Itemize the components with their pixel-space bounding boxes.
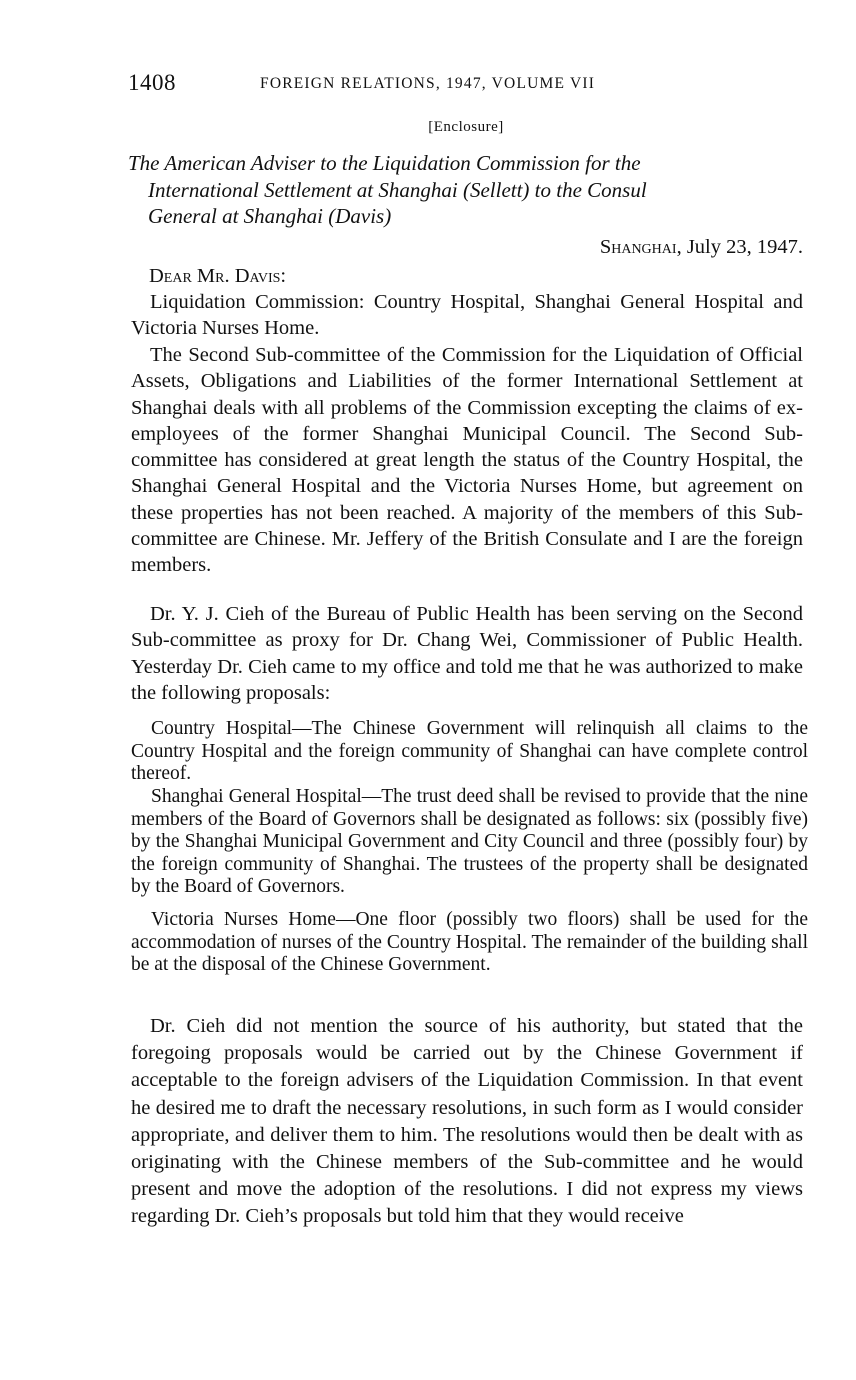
subject-paragraph [131,289,803,342]
proposal-country-hospital [131,718,808,786]
proposal-text: Shanghai General Hospital—The trust deed shall be revised to provide that the nine members of the Board of Governors shall be designated as follows: six (possibly five) by the Shanghai Municipal Government and City Council and three (possibly four) by the foreign community of Shanghai. The trustees of the property shall be designated by the Board of Governors. [131,786,808,897]
title-line: The American Adviser to the Liquidation Commission for the [128,151,641,175]
page-number: 1408 [128,70,176,95]
document-title [128,150,803,230]
page-header [128,70,808,104]
proposal-victoria-nurses-home [131,909,808,977]
title-line: General at Shanghai (Davis) [148,204,392,228]
dateline-place: Shanghai [599,236,677,258]
closing-paragraph [131,1013,803,1231]
paragraph: Dr. Y. J. Cieh of the Bureau of Public Health has been serving on the Second Sub-committee as proxy for Dr. Chang Wei, Commissioner of Public Health. Yesterday Dr. Cieh came to my office and told me that he was authorized to make the following proposals: [131,603,803,704]
paragraph: Dr. Cieh did not mention the source of his authority, but stated that the foregoing proposals would be carried out by the Chinese Government if acceptable to the foreign advisers of the Liquidation Commission. In that event he desired me to draft the necessary resolutions, in such form as I would consider appropriate, and deliver them to him. The resolutions would then be dealt with as originating with the Chinese members of the Sub-committee and he would present and move the adoption of the resolutions. I did not express my views regarding Dr. Cieh’s proposals but told him that they would receive [131,1015,803,1228]
running-head: FOREIGN RELATIONS, 1947, VOLUME VII [260,75,596,92]
proposal-text: Country Hospital—The Chinese Government will relinquish all claims to the Country Hospital and the foreign community of Shanghai can have complete control thereof. [131,718,808,784]
enclosure-label: [Enclosure] [428,119,504,135]
proposal-shanghai-general-hospital [131,786,808,899]
enclosure-label-row [0,119,856,136]
dateline [600,236,803,259]
proposal-text: Victoria Nurses Home—One floor (possibly two floors) shall be used for the accommodation of nurses of the Country Hospital. The remainder of the building shall be at the disposal of the Chinese Government. [131,909,808,975]
paragraph: Liquidation Commission: Country Hospital, Shanghai General Hospital and Victoria Nurses Home. [131,291,803,340]
paragraph: The Second Sub-committee of the Commission for the Liquidation of Official Assets, Obligations and Liabilities of the former International Settlement at Shanghai deals with all problems of the Commission excepting the claims of ex-employees of the former Shanghai Municipal Council. The Second Sub-committee has considered at great length the status of the Country Hospital, the Shanghai General Hospital and the Victoria Nurses Home, but agreement on these properties has not been reached. A majority of the members of this Sub-committee are Chinese. Mr. Jeffery of the British Consulate and I are the foreign members. [131,344,803,577]
salutation: Dear Mr. Davis: [149,265,287,287]
dateline-date: , July 23, 1947. [676,236,803,258]
title-line: International Settlement at Shanghai (Sellett) to the Consul [148,177,647,202]
cieh-paragraph [131,601,803,706]
sub-committee-paragraph [131,342,803,579]
